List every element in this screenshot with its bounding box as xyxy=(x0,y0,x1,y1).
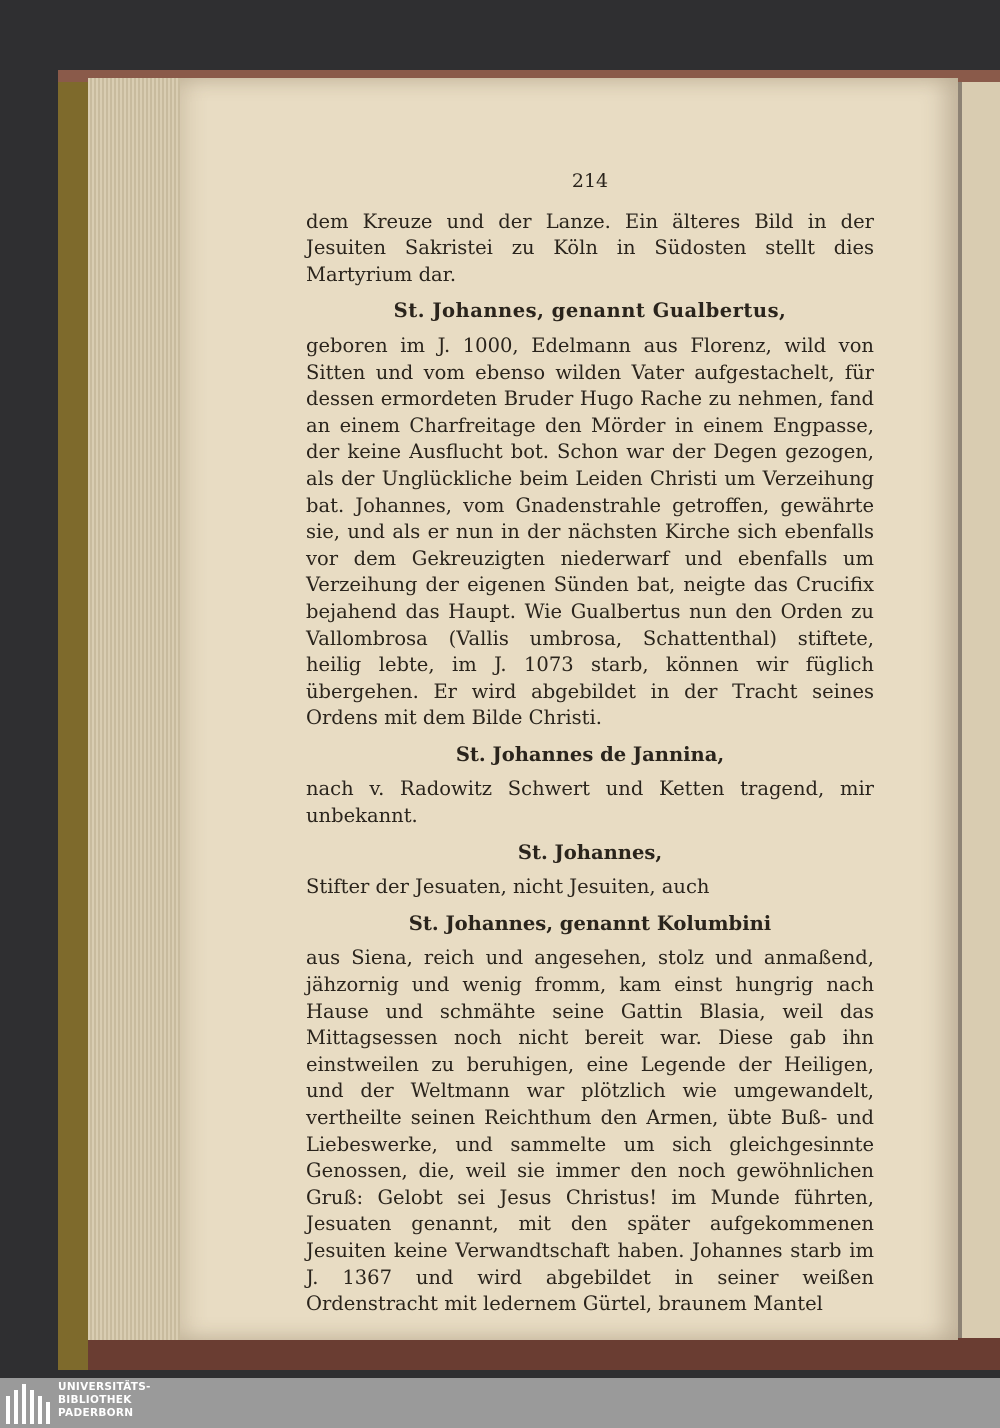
library-name-line: UNIVERSITÄTS- xyxy=(58,1381,151,1393)
library-logo-icon xyxy=(6,1384,52,1424)
library-name-line: PADERBORN xyxy=(58,1407,134,1419)
library-name xyxy=(58,1381,151,1420)
paragraph: Stifter der Jesuaten, nicht Jesuiten, auch xyxy=(306,875,710,899)
paragraph: dem Kreuze und der Lanze. Ein älteres Bild in der Jesuiten Sakristei zu Köln in Südosten stellt dies Martyrium dar. xyxy=(306,209,874,286)
section-heading: St. Johannes de Jannina, xyxy=(455,742,725,766)
paragraph: aus Siena, reich und angesehen, stolz und anmaßend, jähzornig und wenig fromm, kam einst hungrig nach Hause und schmähte seine Gattin Blasia, weil das Mittagsessen noch nicht bereit war. Diese gab ihn einstweilen zu beruhigen, eine Legende der Heiligen, und der Weltmann war plötzlich wie umgewandelt, vertheilte seinen Reichthum den Armen, übte Buß- und Liebeswerke, und sammelte um sich gleichgesinnte Genossen, die, weil sie immer den noch gewöhnlichen Gruß: Gelobt sei Jesus Christus! im Munde führten, Jesuaten genannt, mit den später aufgekommenen Jesuiten keine Verwandtschaft haben. Johannes starb im J. 1367 und wird abgebildet in seiner weißen Ordenstracht mit ledernem Gürtel, braunem Mantel xyxy=(306,946,874,1316)
section-heading: St. Johannes, genannt Kolumbini xyxy=(408,911,772,935)
library-name-line: BIBLIOTHEK xyxy=(58,1394,132,1406)
page-edges xyxy=(88,78,188,1340)
section-heading: St. Johannes, xyxy=(517,840,663,864)
section-heading: St. Johannes, genannt Gualbertus, xyxy=(393,299,787,323)
paragraph: geboren im J. 1000, Edelmann aus Florenz, wild von Sitten und vom ebenso wilden Vater aufgestachelt, für dessen ermordeten Bruder Hugo Rache zu nehmen, fand an einem Charfreitage den Mörder in einem Engpasse, der keine Ausflucht bot. Schon war der Degen gezogen, als der Unglückliche beim Leiden Christi um Verzeihung bat. Johannes, vom Gnadenstrahle getroffen, gewährte sie, und als er nun in der nächsten Kirche sich ebenfalls vor dem Gekreuzigten niederwarf und ebenfalls um Verzeihung der eigenen Sünden bat, neigte das Crucifix bejahend das Haupt. Wie Gualbertus nun den Orden zu Vallombrosa (Vallis umbrosa, Schattenthal) stiftete, heilig lebte, im J. 1073 starb, können wir füglich übergehen. Er wird abgebildet in der Tracht seines Ordens mit dem Bilde Christi. xyxy=(306,333,874,730)
paragraph: nach v. Radowitz Schwert und Ketten tragend, mir unbekannt. xyxy=(306,777,874,828)
page-text xyxy=(306,168,874,1318)
next-page-edge xyxy=(958,82,1000,1338)
page-number: 214 xyxy=(571,170,609,192)
